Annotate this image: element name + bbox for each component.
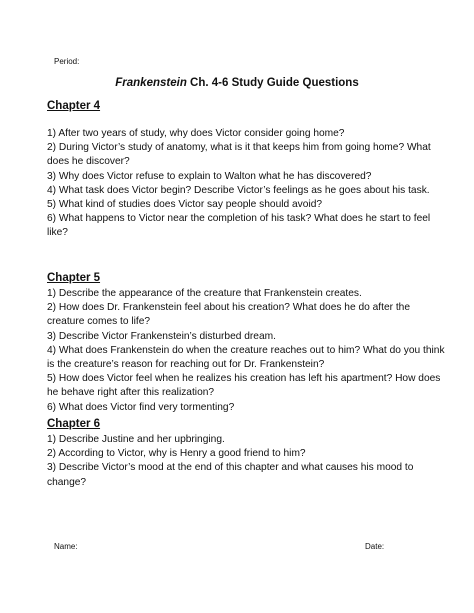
page-title xyxy=(0,77,474,89)
question-item: 1) Describe Justine and her upbringing. xyxy=(47,434,225,445)
question-item: 5) What kind of studies does Victor say people should avoid? xyxy=(47,199,323,211)
question-item: 3) Why does Victor refuse to explain to Walton what he has discovered? xyxy=(47,170,372,182)
title-book-name: Frankenstein xyxy=(115,77,187,89)
title-text: Ch. 4-6 Study Guide Questions xyxy=(186,77,359,89)
name-label: Name: xyxy=(54,542,78,551)
question-item: 6) What does Victor find very tormenting? xyxy=(47,401,235,413)
question-item: 6) What happens to Victor near the completion of his task? What does he start to feel like? xyxy=(47,213,431,239)
period-label: Period: xyxy=(54,57,80,66)
question-item: 1) Describe the appearance of the creature that Frankenstein creates. xyxy=(47,288,362,299)
date-label: Date: xyxy=(365,542,385,551)
question-item: 3) Describe Victor Frankenstein’s disturbed dream. xyxy=(47,330,276,342)
question-item: 2) According to Victor, why is Henry a good friend to him? xyxy=(47,448,306,460)
question-item: 5) How does Victor feel when he realizes his creation has left his apartment? How does he behave right after this realization? xyxy=(47,373,441,399)
chapter-5-heading: Chapter 5 xyxy=(47,272,101,284)
question-item: 4) What task does Victor begin? Describe Victor’s feelings as he goes about his task. xyxy=(47,184,430,196)
chapter-5-questions xyxy=(47,287,447,415)
chapter-4-questions xyxy=(47,127,447,241)
question-item: 2) During Victor’s study of anatomy, what is it that keeps him from going home? What does he discover? xyxy=(47,142,431,168)
chapter-6-questions xyxy=(47,433,447,490)
question-item: 4) What does Frankenstein do when the creature reaches out to him? What do you think is the creature’s reason for reaching out for Dr. Frankenstein? xyxy=(47,344,445,371)
question-item: 1) After two years of study, why does Victor consider going home? xyxy=(47,128,345,139)
chapter-6-heading: Chapter 6 xyxy=(47,418,101,430)
question-item: 3) Describe Victor’s mood at the end of this chapter and what causes his mood to change? xyxy=(47,462,414,488)
question-item: 2) How does Dr. Frankenstein feel about his creation? What does he do after the creature comes to life? xyxy=(47,302,410,328)
chapter-4-heading: Chapter 4 xyxy=(47,100,101,112)
